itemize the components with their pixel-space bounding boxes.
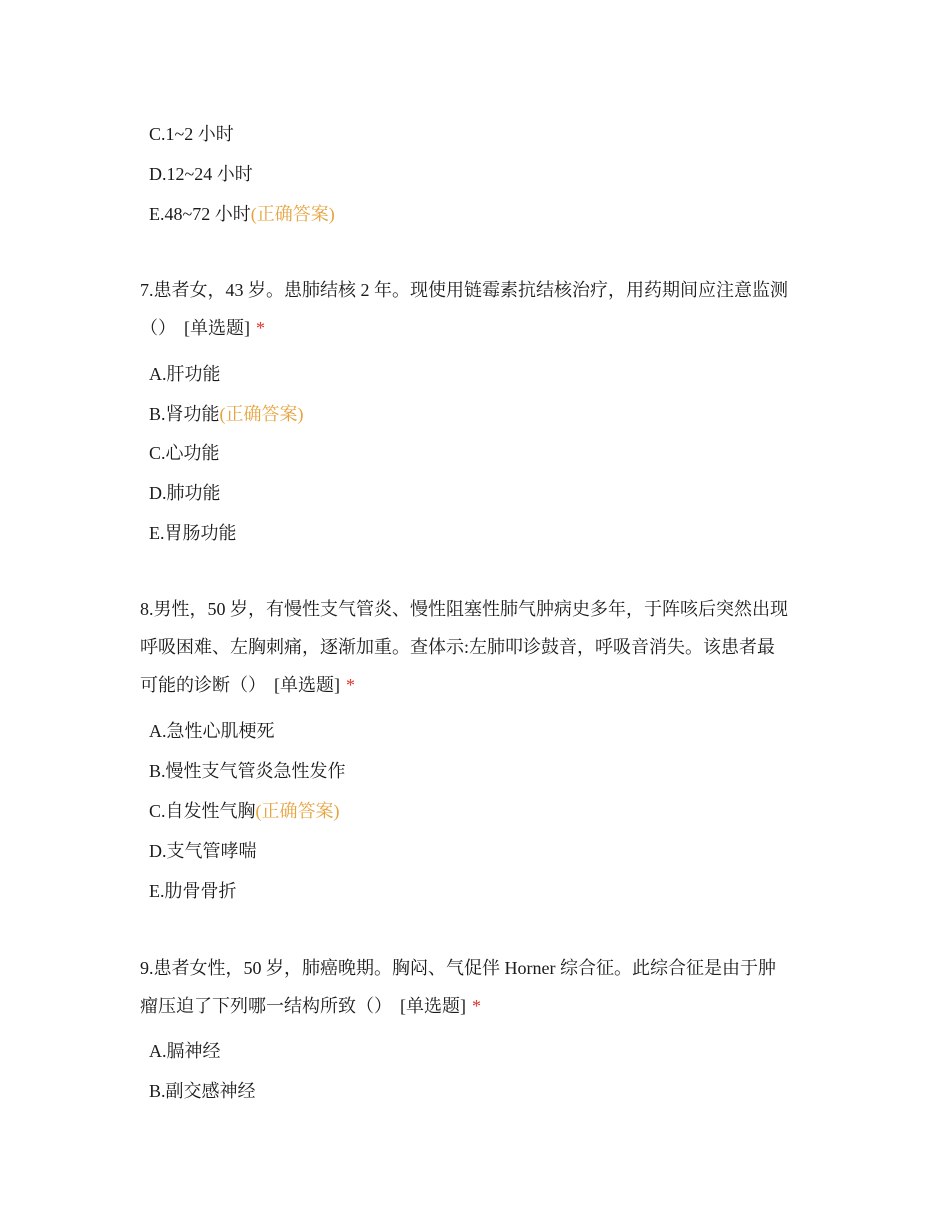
q9-stem-line-1: 9.患者女性，50 岁，肺癌晚期。胸闷、气促伴 Horner 综合征。此综合征是由于肿 bbox=[140, 958, 776, 978]
q6-option-e: E.48~72 小时(正确答案) bbox=[149, 204, 335, 224]
q7-option-c: C.心功能 bbox=[149, 443, 220, 463]
q6-option-d: D.12~24 小时 bbox=[149, 164, 253, 184]
q8-option-a: A.急性心肌梗死 bbox=[149, 721, 275, 741]
q7-option-a: A.肝功能 bbox=[149, 364, 221, 384]
question-type-tag: [单选题] bbox=[184, 318, 250, 338]
q8-stem-line-3: 可能的诊断（） [单选题] * bbox=[140, 675, 355, 695]
correct-answer-label: (正确答案) bbox=[250, 204, 335, 224]
q9-option-b: B.副交感神经 bbox=[149, 1081, 256, 1101]
q7-option-e: E.胃肠功能 bbox=[149, 523, 237, 543]
q9-option-a: A.膈神经 bbox=[149, 1041, 221, 1061]
q6-option-c: C.1~2 小时 bbox=[149, 124, 234, 144]
q7-stem-line-2: （） [单选题] * bbox=[140, 318, 265, 338]
q9-stem-line-2: 瘤压迫了下列哪一结构所致（） [单选题] * bbox=[140, 996, 481, 1016]
q8-option-b: B.慢性支气管炎急性发作 bbox=[149, 761, 346, 781]
q7-option-d: D.肺功能 bbox=[149, 483, 221, 503]
required-mark: * bbox=[346, 675, 355, 695]
q8-stem-line-2: 呼吸困难、左胸刺痛，逐渐加重。查体示:左肺叩诊鼓音，呼吸音消失。该患者最 bbox=[140, 637, 775, 657]
q7-stem-line-1: 7.患者女，43 岁。患肺结核 2 年。现使用链霉素抗结核治疗，用药期间应注意监测 bbox=[140, 280, 788, 300]
required-mark: * bbox=[256, 318, 265, 338]
q8-stem-line-1: 8.男性，50 岁，有慢性支气管炎、慢性阻塞性肺气肿病史多年，于阵咳后突然出现 bbox=[140, 599, 788, 619]
correct-answer-label: (正确答案) bbox=[255, 801, 340, 821]
q7-option-b: B.肾功能(正确答案) bbox=[149, 404, 304, 424]
correct-answer-label: (正确答案) bbox=[219, 404, 304, 424]
question-type-tag: [单选题] bbox=[274, 675, 340, 695]
question-type-tag: [单选题] bbox=[400, 996, 466, 1016]
q8-option-e: E.肋骨骨折 bbox=[149, 881, 237, 901]
q8-option-d: D.支气管哮喘 bbox=[149, 841, 257, 861]
q8-option-c: C.自发性气胸(正确答案) bbox=[149, 801, 340, 821]
required-mark: * bbox=[472, 996, 481, 1016]
